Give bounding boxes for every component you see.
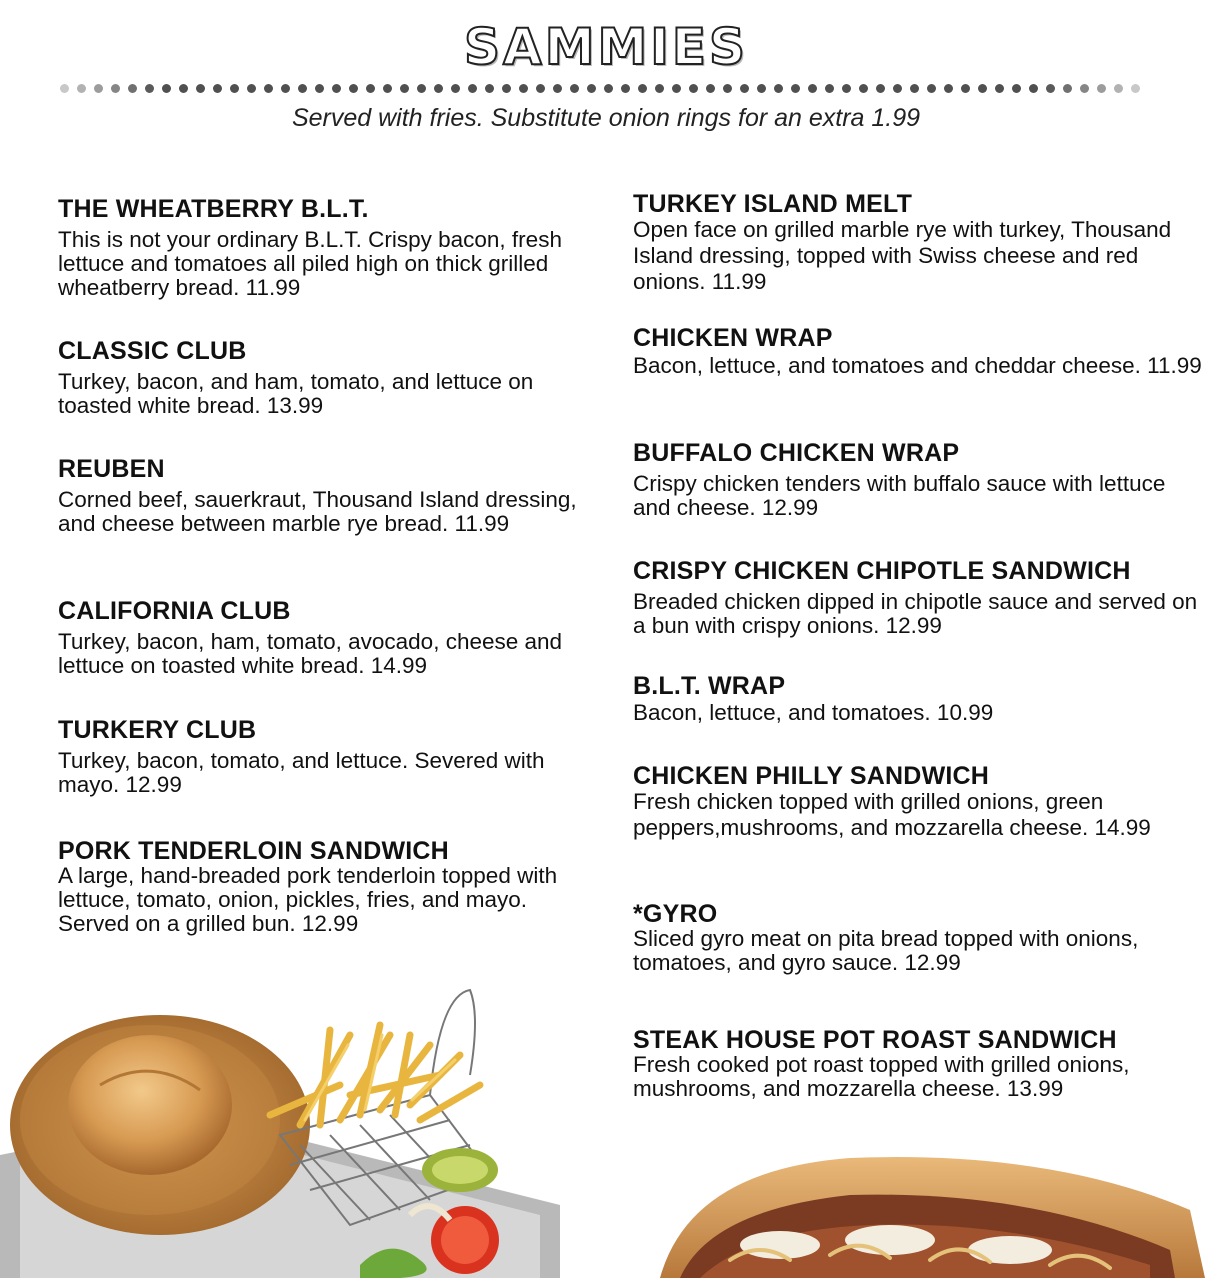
divider-dot [1046, 84, 1055, 93]
divider-dot [995, 84, 1004, 93]
menu-item-chicken-philly [633, 763, 1203, 841]
item-description: Fresh chicken topped with grilled onions, green peppers,mushrooms, and mozzarella cheese. 14.99 [633, 789, 1151, 840]
divider-dot [468, 84, 477, 93]
menu-item-california-club [58, 598, 598, 678]
divider-dot [808, 84, 817, 93]
divider-dot [451, 84, 460, 93]
item-description: Bacon, lettuce, and tomatoes. 10.99 [633, 700, 994, 725]
divider-dot [536, 84, 545, 93]
divider-dot [230, 84, 239, 93]
item-description: Bacon, lettuce, and tomatoes and cheddar cheese. 11.99 [633, 353, 1202, 378]
divider-dot [111, 84, 120, 93]
divider-dot [706, 84, 715, 93]
divider-dot [128, 84, 137, 93]
divider-dot [247, 84, 256, 93]
divider-dot [723, 84, 732, 93]
divider-dot [910, 84, 919, 93]
divider-dot [774, 84, 783, 93]
divider-dot [604, 84, 613, 93]
divider-dot [1012, 84, 1021, 93]
divider-dot [944, 84, 953, 93]
pot-roast-sandwich-photo [630, 1150, 1212, 1278]
divider-dot [757, 84, 766, 93]
divider-dot [1114, 84, 1123, 93]
divider-dot [893, 84, 902, 93]
divider-dot [264, 84, 273, 93]
item-name: CRISPY CHICKEN CHIPOTLE SANDWICH [633, 557, 1131, 585]
divider-dot [961, 84, 970, 93]
item-description: Turkey, bacon, and ham, tomato, and lettuce on toasted white bread. 13.99 [58, 369, 534, 418]
divider-dot [842, 84, 851, 93]
item-name: CLASSIC CLUB [58, 337, 247, 365]
item-description: Turkey, bacon, ham, tomato, avocado, cheese and lettuce on toasted white bread. 14.99 [58, 629, 563, 678]
item-description: Corned beef, sauerkraut, Thousand Island dressing, and cheese between marble rye bread. 11.99 [58, 487, 577, 536]
divider-dot [60, 84, 69, 93]
menu-title: SAMMIES [464, 18, 748, 76]
divider-dot [281, 84, 290, 93]
item-name: CHICKEN PHILLY SANDWICH [633, 762, 990, 790]
menu-item-blt-wrap [633, 673, 1203, 725]
divider-dot [94, 84, 103, 93]
item-description: Turkey, bacon, tomato, and lettuce. Severed with mayo. 12.99 [58, 748, 545, 797]
item-name: TURKEY ISLAND MELT [633, 190, 913, 218]
divider-dot [978, 84, 987, 93]
divider-dot [825, 84, 834, 93]
divider-dot [162, 84, 171, 93]
item-description: Open face on grilled marble rye with turkey, Thousand Island dressing, topped with Swiss cheese and red onions. 11.99 [633, 217, 1172, 294]
menu-item-pork-tenderloin [58, 838, 598, 936]
divider-dot [349, 84, 358, 93]
item-name: PORK TENDERLOIN SANDWICH [58, 837, 449, 865]
item-description: A large, hand-breaded pork tenderloin topped with lettuce, tomato, onion, pickles, fries, and mayo. Served on a grilled bun. 12.99 [58, 863, 558, 936]
menu-item-turkery-club [58, 717, 598, 797]
menu-item-steak-house-pot-roast [633, 1027, 1203, 1101]
dotted-divider [60, 82, 1140, 94]
menu-item-turkey-island-melt [633, 191, 1203, 295]
item-name: THE WHEATBERRY B.L.T. [58, 195, 369, 223]
divider-dot [400, 84, 409, 93]
divider-dot [502, 84, 511, 93]
menu-item-reuben [58, 456, 598, 536]
divider-dot [366, 84, 375, 93]
menu-item-gyro [633, 901, 1203, 975]
menu-item-chicken-wrap [633, 325, 1203, 377]
divider-dot [638, 84, 647, 93]
item-name: CHICKEN WRAP [633, 324, 833, 352]
divider-dot [315, 84, 324, 93]
divider-dot [672, 84, 681, 93]
divider-dot [332, 84, 341, 93]
divider-dot [485, 84, 494, 93]
divider-dot [689, 84, 698, 93]
tenderloin-sandwich-photo [0, 975, 560, 1278]
divider-dot [1029, 84, 1038, 93]
divider-dot [298, 84, 307, 93]
divider-dot [1063, 84, 1072, 93]
item-name: B.L.T. WRAP [633, 672, 786, 700]
divider-dot [213, 84, 222, 93]
divider-dot [587, 84, 596, 93]
divider-dot [196, 84, 205, 93]
divider-dot [927, 84, 936, 93]
divider-dot [179, 84, 188, 93]
menu-subtitle: Served with fries. Substitute onion rings for an extra 1.99 [291, 104, 921, 132]
divider-dot [553, 84, 562, 93]
divider-dot [145, 84, 154, 93]
divider-dot [417, 84, 426, 93]
divider-dot [876, 84, 885, 93]
divider-dot [655, 84, 664, 93]
item-name: TURKERY CLUB [58, 716, 257, 744]
item-description: Breaded chicken dipped in chipotle sauce and served on a bun with crispy onions. 12.99 [633, 589, 1198, 638]
item-description: Crispy chicken tenders with buffalo sauce with lettuce and cheese. 12.99 [633, 471, 1166, 520]
divider-dot [740, 84, 749, 93]
item-description: Sliced gyro meat on pita bread topped with onions, tomatoes, and gyro sauce. 12.99 [633, 926, 1139, 975]
item-name: CALIFORNIA CLUB [58, 597, 291, 625]
divider-dot [77, 84, 86, 93]
menu-item-buffalo-chicken-wrap [633, 440, 1203, 520]
divider-dot [519, 84, 528, 93]
item-description: Fresh cooked pot roast topped with grilled onions, mushrooms, and mozzarella cheese. 13.99 [633, 1052, 1130, 1101]
divider-dot [570, 84, 579, 93]
divider-dot [383, 84, 392, 93]
item-name: STEAK HOUSE POT ROAST SANDWICH [633, 1026, 1117, 1054]
divider-dot [621, 84, 630, 93]
item-name: *GYRO [633, 900, 718, 928]
divider-dot [859, 84, 868, 93]
divider-dot [1080, 84, 1089, 93]
divider-dot [1097, 84, 1106, 93]
menu-item-wheatberry-blt [58, 196, 598, 300]
menu-item-classic-club [58, 338, 598, 418]
item-name: BUFFALO CHICKEN WRAP [633, 439, 960, 467]
divider-dot [791, 84, 800, 93]
item-name: REUBEN [58, 455, 165, 483]
divider-dot [1131, 84, 1140, 93]
item-description: This is not your ordinary B.L.T. Crispy bacon, fresh lettuce and tomatoes all piled high on thick grilled wheatberry bread. 11.99 [58, 227, 562, 300]
divider-dot [434, 84, 443, 93]
menu-item-crispy-chicken-chipotle [633, 558, 1203, 638]
